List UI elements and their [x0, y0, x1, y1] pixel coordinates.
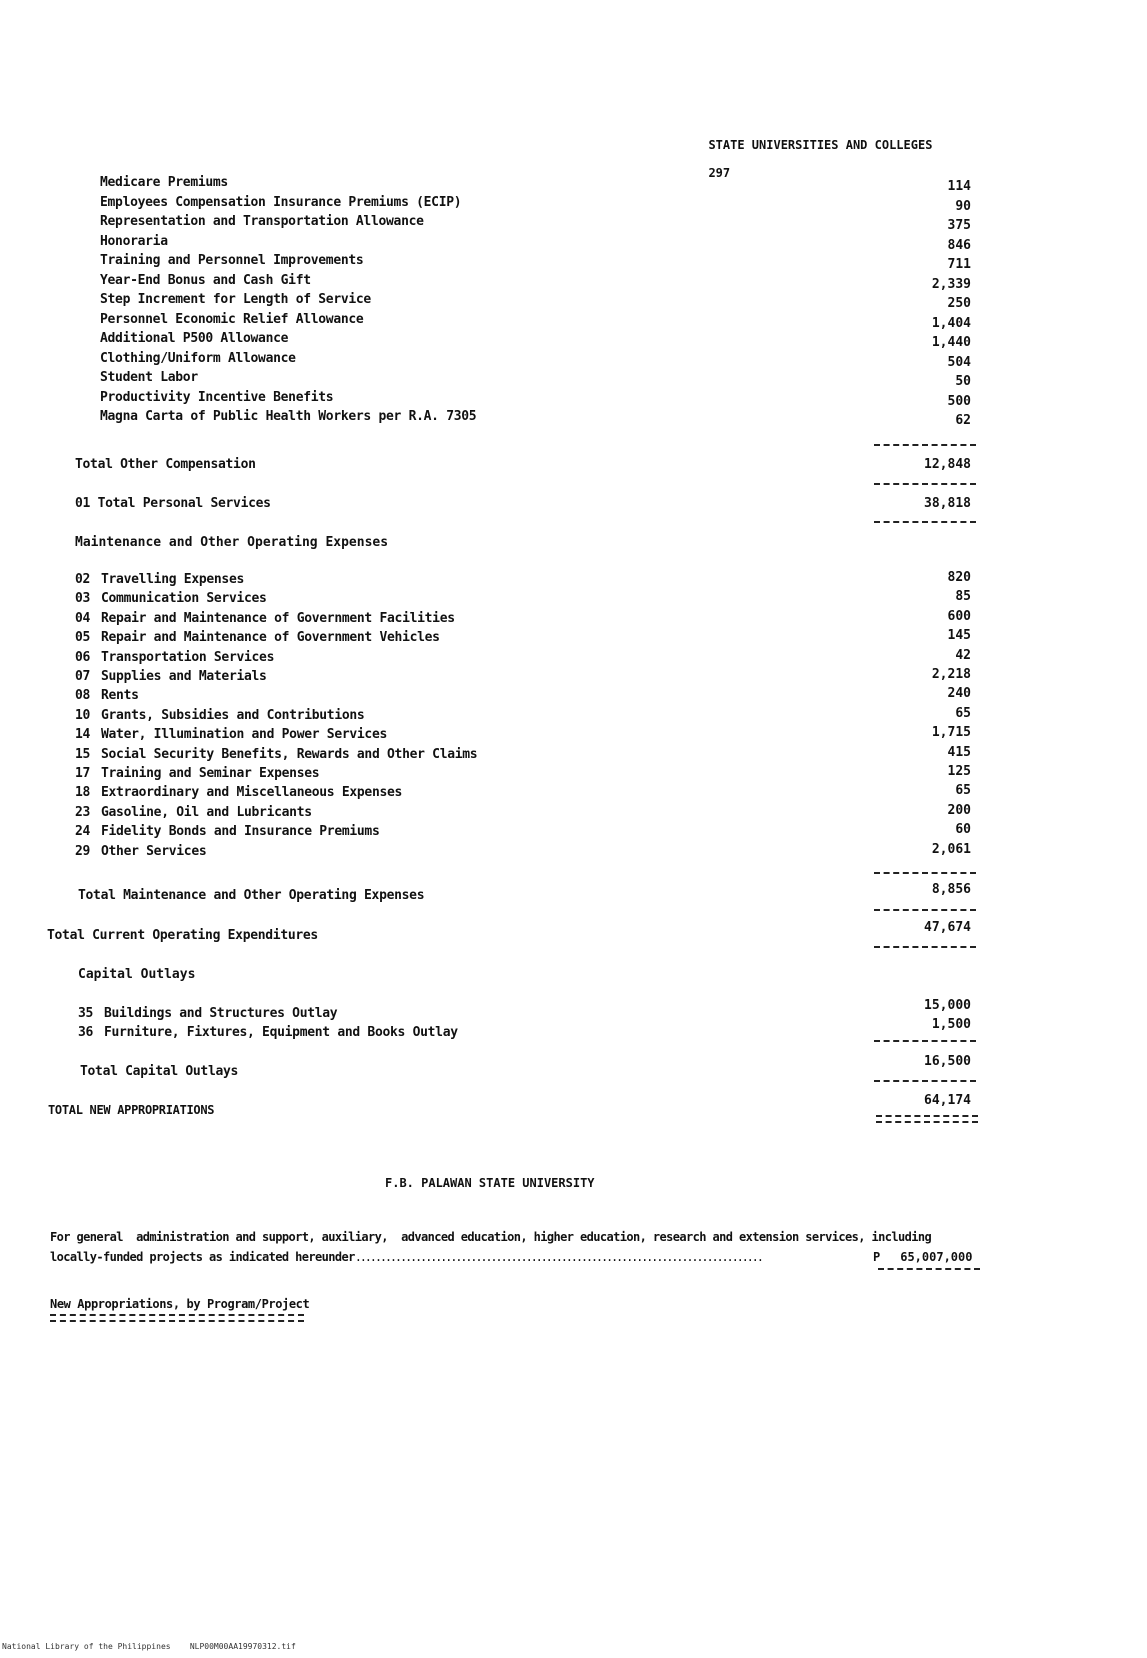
item-value: 504 [947, 354, 971, 370]
line-item-row [0, 390, 1147, 409]
item-value: 85 [955, 589, 971, 605]
item-label: Productivity Incentive Benefits [100, 389, 334, 405]
currency-symbol: P [873, 1250, 881, 1264]
item-label: Fidelity Bonds and Insurance Premiums [101, 824, 380, 840]
line-item-row [0, 175, 1147, 194]
item-value: 375 [947, 218, 971, 233]
amount-group [873, 1250, 972, 1264]
line-item-row [0, 705, 1147, 727]
double-rule [876, 1115, 978, 1123]
line-item-row [0, 824, 1147, 843]
line-item-row [0, 647, 1147, 669]
item-value: 1,440 [931, 335, 971, 350]
line-item-row [0, 292, 1147, 311]
item-label: Additional P500 Allowance [100, 331, 289, 346]
item-value: 2,218 [931, 667, 971, 682]
total-label: Total Current Operating Expenditures [47, 928, 318, 943]
object-code: 02 [75, 572, 91, 587]
item-value: 145 [947, 628, 971, 644]
line-item-row [0, 331, 1147, 350]
total-value: 47,674 [924, 920, 971, 935]
line-item-row [0, 273, 1147, 292]
item-value: 125 [947, 764, 971, 779]
object-code: 06 [75, 649, 91, 665]
total-value: 16,500 [924, 1054, 971, 1069]
object-code: 23 [75, 804, 91, 820]
appropriation-amount: 65,007,000 [900, 1250, 973, 1264]
item-label: Medicare Premiums [100, 175, 228, 190]
rule-line [874, 521, 976, 523]
object-code: 04 [75, 610, 91, 626]
total-other-compensation-row [0, 457, 1147, 476]
purpose-text-line-1: For general administration and support, auxiliary, advanced education, higher education, research and extension services, including [50, 1230, 932, 1244]
item-value: 1,404 [931, 315, 971, 331]
purpose-text: locally-funded projects as indicated hereunder [50, 1250, 355, 1264]
rule-line [874, 483, 976, 485]
line-item-row [0, 195, 1147, 214]
object-code: 29 [75, 843, 91, 859]
object-code: 18 [75, 785, 91, 801]
line-item-row [0, 591, 1147, 610]
total-label: TOTAL NEW APPROPRIATIONS [48, 1103, 215, 1117]
total-personal-services-row [0, 496, 1147, 515]
item-value: 846 [947, 237, 971, 253]
total-label: 01 Total Personal Services [75, 496, 271, 511]
university-name: F.B. PALAWAN STATE UNIVERSITY [385, 1176, 595, 1190]
line-item-row [0, 608, 1147, 630]
line-item-row [0, 214, 1147, 233]
object-code: 07 [75, 669, 91, 684]
item-label: Magna Carta of Public Health Workers per R.A. 7305 [100, 409, 477, 424]
line-item-row [0, 370, 1147, 389]
line-item-row [0, 351, 1147, 370]
line-item-row [0, 234, 1147, 253]
item-label: Extraordinary and Miscellaneous Expenses [101, 785, 403, 801]
rule-line [874, 909, 976, 911]
object-code: 08 [75, 688, 91, 704]
object-code: 35 [78, 1006, 94, 1021]
line-item-row [0, 409, 1147, 428]
item-label: Employees Compensation Insurance Premiums (ECIP) [100, 194, 462, 210]
line-item-row [0, 802, 1147, 824]
item-value: 820 [947, 570, 971, 585]
rule-line [874, 1040, 976, 1042]
item-label: Buildings and Structures Outlay [104, 1006, 338, 1021]
item-value: 240 [947, 686, 971, 702]
rule-line [874, 1080, 976, 1082]
total-current-row [0, 920, 1147, 947]
page-number: 297 [708, 166, 731, 180]
dot-leader: ................................................................................. [354, 1250, 762, 1264]
item-value: 600 [947, 608, 971, 624]
total-value: 8,856 [931, 882, 971, 897]
item-value: 200 [947, 802, 971, 818]
new-appropriations-subheading: New Appropriations, by Program/Project [50, 1297, 310, 1311]
item-label: Representation and Transportation Allowance [100, 214, 424, 229]
item-label: Gasoline, Oil and Lubricants [101, 804, 312, 820]
item-label: Communication Services [101, 591, 267, 607]
rule-line [878, 1268, 980, 1270]
object-code: 10 [75, 707, 91, 723]
item-label: Year-End Bonus and Cash Gift [100, 272, 311, 288]
line-item-row [0, 312, 1147, 331]
object-code: 05 [75, 630, 91, 646]
line-item-row [0, 766, 1147, 785]
item-label: Supplies and Materials [101, 669, 267, 684]
object-code: 17 [75, 766, 91, 781]
item-label: Travelling Expenses [101, 572, 245, 587]
item-label: Furniture, Fixtures, Equipment and Books Outlay [104, 1025, 458, 1040]
rule-line [874, 872, 976, 874]
item-label: Training and Personnel Improvements [100, 253, 364, 268]
item-label: Social Security Benefits, Rewards and Other Claims [101, 746, 478, 762]
item-label: Clothing/Uniform Allowance [100, 350, 296, 366]
object-code: 03 [75, 591, 91, 607]
item-value: 60 [955, 822, 971, 838]
item-value: 15,000 [924, 998, 971, 1013]
item-value: 250 [947, 296, 971, 311]
line-item-row [0, 669, 1147, 688]
item-label: Water, Illumination and Power Services [101, 727, 388, 743]
item-value: 90 [955, 198, 971, 214]
total-label: Total Capital Outlays [80, 1064, 239, 1079]
item-label: Transportation Services [101, 649, 275, 665]
line-item-row [0, 744, 1147, 766]
running-header [694, 124, 932, 180]
line-item-row [0, 727, 1147, 746]
item-value: 114 [947, 179, 971, 194]
item-value: 65 [955, 783, 971, 799]
total-value: 38,818 [924, 496, 971, 511]
total-label: Total Maintenance and Other Operating Expenses [78, 888, 425, 903]
total-mooe-row [0, 882, 1147, 907]
object-code: 24 [75, 824, 91, 840]
double-rule [50, 1314, 304, 1322]
rule-line [874, 946, 976, 948]
mooe-heading: Maintenance and Other Operating Expenses [75, 535, 389, 550]
item-label: Personnel Economic Relief Allowance [100, 311, 364, 327]
item-label: Step Increment for Length of Service [100, 292, 371, 307]
total-label: Total Other Compensation [75, 457, 256, 472]
capital-heading: Capital Outlays [78, 967, 196, 982]
item-value: 2,339 [931, 276, 971, 292]
item-value: 415 [947, 744, 971, 760]
purpose-text-line-2 [50, 1250, 762, 1264]
object-code: 14 [75, 727, 91, 743]
item-value: 1,500 [931, 1017, 971, 1032]
line-item-row [0, 253, 1147, 272]
item-value: 2,061 [931, 841, 971, 857]
item-label: Training and Seminar Expenses [101, 766, 320, 781]
total-value: 12,848 [924, 457, 971, 472]
item-value: 711 [947, 257, 971, 272]
item-label: Repair and Maintenance of Government Vehicles [101, 630, 440, 646]
item-label: Rents [101, 688, 139, 704]
scan-footer: National Library of the Philippines NLP00M00AA19970312.tif [2, 1642, 296, 1651]
item-value: 500 [947, 393, 971, 409]
item-value: 62 [955, 413, 971, 428]
item-label: Repair and Maintenance of Government Facilities [101, 610, 455, 626]
header-title: STATE UNIVERSITIES AND COLLEGES [708, 138, 933, 152]
line-item-row [0, 785, 1147, 804]
item-label: Grants, Subsidies and Contributions [101, 707, 365, 723]
rule-line [874, 444, 976, 446]
item-value: 50 [955, 374, 971, 389]
object-code: 36 [78, 1025, 94, 1040]
object-code: 15 [75, 746, 91, 762]
total-value: 64,174 [924, 1093, 971, 1108]
line-item-row [0, 841, 1147, 863]
line-item-row [0, 572, 1147, 591]
line-item-row [0, 630, 1147, 649]
line-item-row [0, 688, 1147, 707]
item-value: 42 [955, 647, 971, 663]
item-label: Other Services [101, 843, 207, 859]
item-value: 65 [955, 705, 971, 721]
item-label: Honoraria [100, 233, 168, 249]
item-label: Student Labor [100, 370, 198, 385]
item-value: 1,715 [931, 725, 971, 741]
